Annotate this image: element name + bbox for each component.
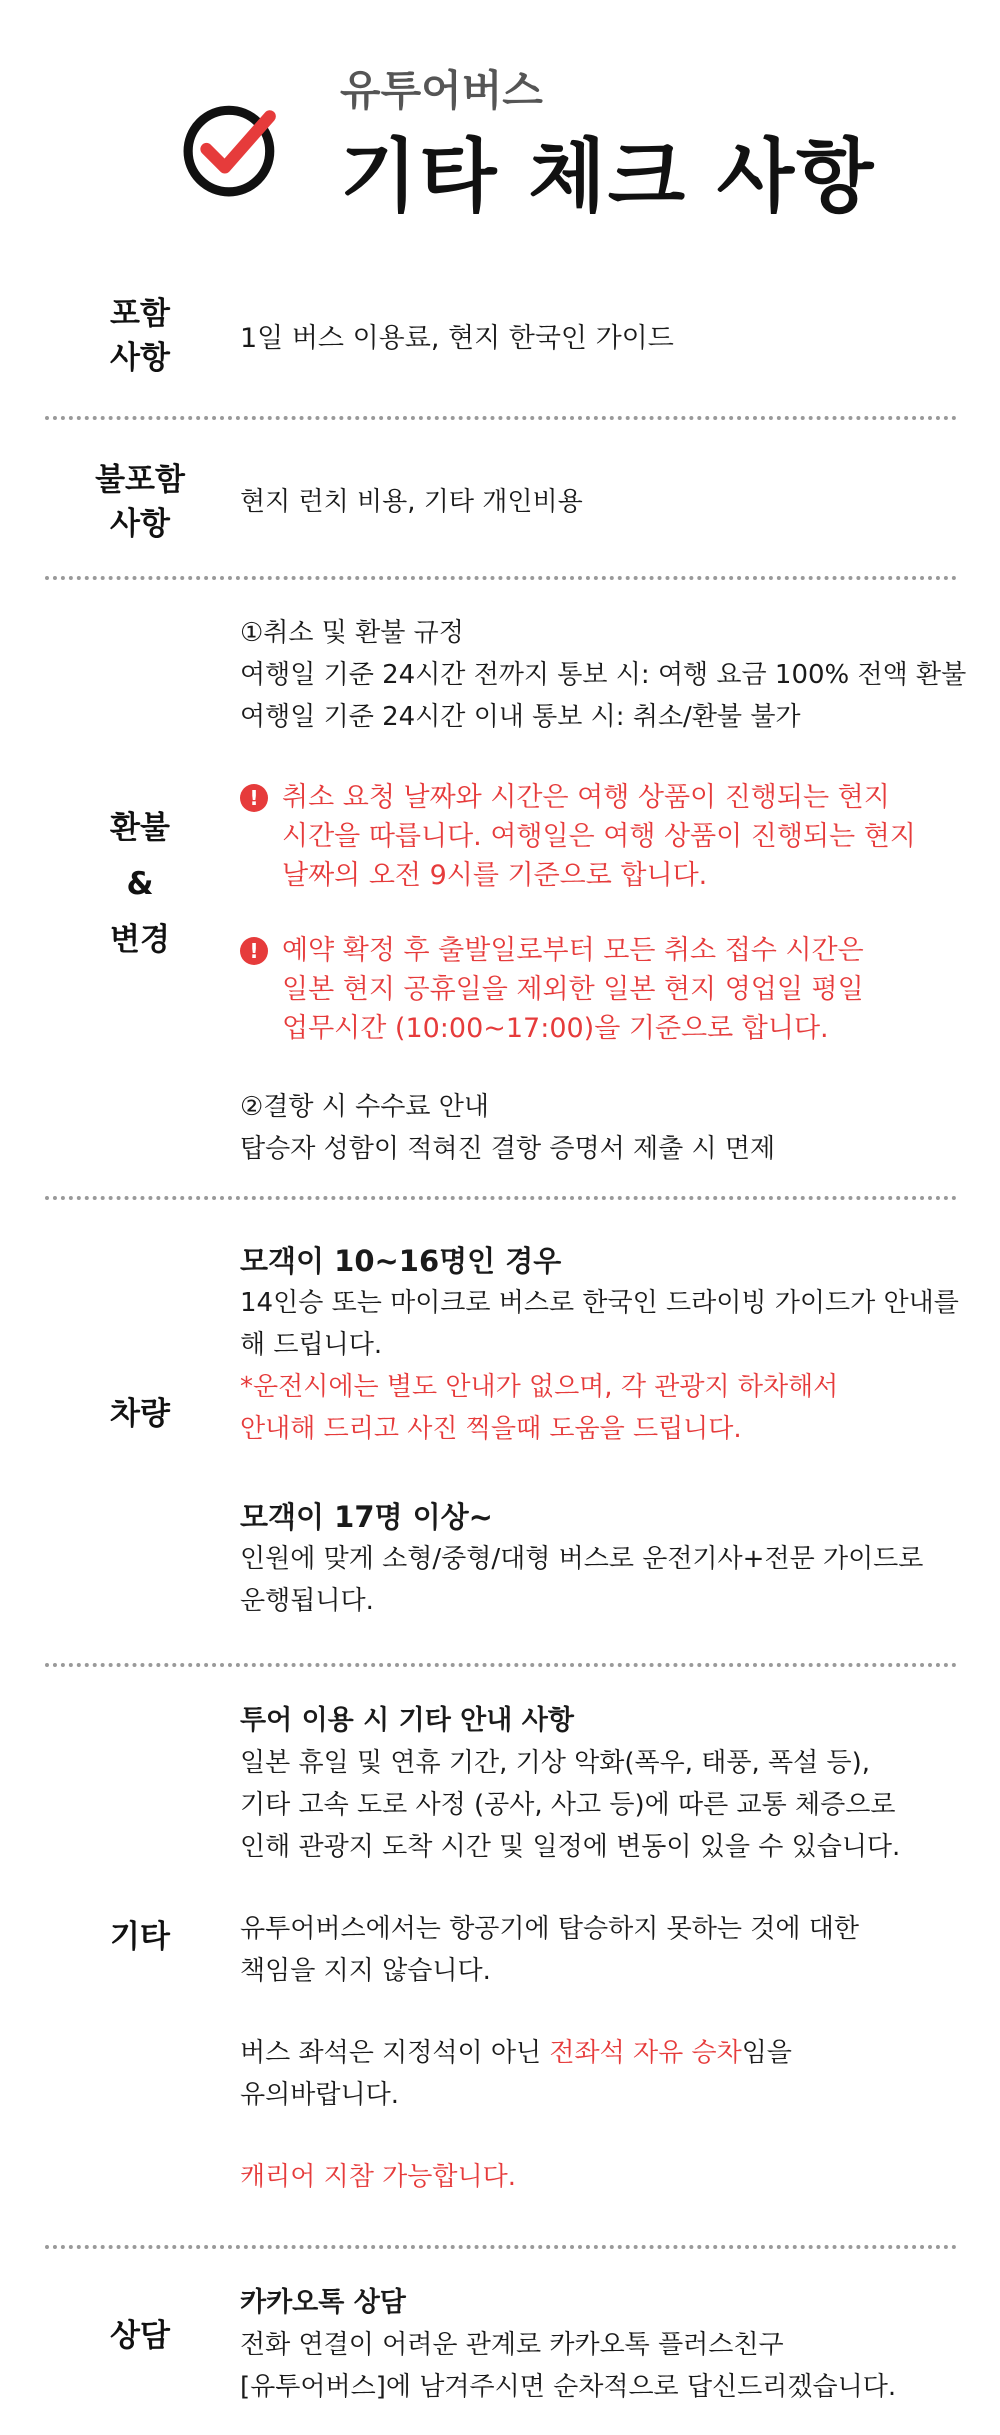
notice-line: 날짜의 오전 9시를 기준으로 합니다. (282, 860, 708, 891)
refund-rule-line: 여행일 기준 24시간 전까지 통보 시: 여행 요금 100% 전액 환불 (240, 660, 967, 690)
included-label (60, 292, 220, 380)
refund-label (60, 800, 220, 968)
etc-title: 투어 이용 시 기타 안내 사항 (240, 1705, 574, 1736)
consult-label: 상담 (110, 2318, 170, 2354)
etc-carrier: 캐리어 지참 가능합니다. (240, 2162, 516, 2192)
divider (45, 2245, 957, 2249)
refund-notice (240, 778, 970, 895)
included-text: 1일 버스 이용료, 현지 한국인 가이드 (240, 323, 674, 354)
refund-rule-title: ①취소 및 환불 규정 (240, 618, 464, 648)
notice-line: 취소 요청 날짜와 시간은 여행 상품이 진행되는 현지 (282, 782, 890, 813)
vehicle-large-line: 운행됩니다. (240, 1586, 374, 1616)
refund-fee-line: 탑승자 성함이 적혀진 결항 증명서 제출 시 면제 (240, 1134, 776, 1164)
etc-seat-line: 유의바랍니다. (240, 2080, 399, 2110)
vehicle-label: 차량 (110, 1396, 170, 1432)
refund-label-line: & (126, 866, 154, 902)
etc-line: 기타 고속 도로 사정 (공사, 사고 등)에 따른 교통 체증으로 (240, 1790, 896, 1820)
etc-label: 기타 (110, 1919, 170, 1955)
divider (45, 1663, 957, 1667)
header (0, 0, 1000, 260)
vehicle-large-line: 인원에 맞게 소형/중형/대형 버스로 운전기사+전문 가이드로 (240, 1544, 924, 1574)
vehicle-small-note: 안내해 드리고 사진 찍을때 도움을 드립니다. (240, 1414, 742, 1444)
divider (45, 576, 957, 580)
exclamation-icon: ! (240, 937, 268, 965)
page-title: 기타 체크 사항 (340, 130, 876, 223)
notice-line: 업무시간 (10:00~17:00)을 기준으로 합니다. (282, 1013, 829, 1044)
consult-content (240, 2282, 970, 2408)
vehicle-small-note: *운전시에는 별도 안내가 없으며, 각 관광지 하차해서 (240, 1372, 839, 1402)
refund-rule-line: 여행일 기준 24시간 이내 통보 시: 취소/환불 불가 (240, 702, 801, 732)
seat-prefix: 버스 좌석은 지정석이 아닌 (240, 2038, 550, 2068)
brand-name: 유투어버스 (340, 66, 543, 115)
etc-content (240, 1700, 970, 2198)
excluded-label-line: 불포함 (95, 462, 185, 498)
vehicle-small-line: 14인승 또는 마이크로 버스로 한국인 드라이빙 가이드가 안내를 (240, 1288, 959, 1318)
seat-highlight: 전좌석 자유 승차 (549, 2038, 742, 2068)
consult-line: 전화 연결이 어려운 관계로 카카오톡 플러스친구 (240, 2330, 784, 2360)
notice-line: 일본 현지 공휴일을 제외한 일본 현지 영업일 평일 (282, 974, 864, 1005)
excluded-text: 현지 런치 비용, 기타 개인비용 (240, 487, 583, 517)
exclamation-icon: ! (240, 784, 268, 812)
divider (45, 416, 957, 420)
refund-label-line: 환불 (110, 810, 170, 846)
etc-line: 일본 휴일 및 연휴 기간, 기상 악화(폭우, 태풍, 폭설 등), (240, 1748, 871, 1778)
notice-line: 예약 확정 후 출발일로부터 모든 취소 접수 시간은 (282, 935, 864, 966)
etc-seat-line (240, 2032, 970, 2074)
included-label-line: 사항 (110, 340, 170, 376)
vehicle-content (240, 1240, 970, 1622)
notice-line: 시간을 따릅니다. 여행일은 여행 상품이 진행되는 현지 (282, 821, 916, 852)
etc-flight-line: 유투어버스에서는 항공기에 탑승하지 못하는 것에 대한 (240, 1914, 859, 1944)
vehicle-large-title: 모객이 17명 이상~ (240, 1500, 493, 1534)
divider (45, 1196, 957, 1200)
vehicle-small-title: 모객이 10~16명인 경우 (240, 1244, 562, 1278)
check-circle-icon (182, 96, 284, 198)
vehicle-small-line: 해 드립니다. (240, 1330, 383, 1360)
refund-notice (240, 931, 970, 1048)
refund-fee-title: ②결항 시 수수료 안내 (240, 1092, 490, 1122)
refund-content (240, 612, 970, 1170)
included-label-line: 포함 (110, 296, 170, 332)
etc-line: 인해 관광지 도착 시간 및 일정에 변동이 있을 수 있습니다. (240, 1832, 901, 1862)
seat-suffix: 임을 (741, 2038, 792, 2068)
consult-line: [유투어버스]에 남겨주시면 순차적으로 답신드리겠습니다. (240, 2372, 897, 2402)
excluded-label-line: 사항 (110, 506, 170, 542)
consult-title: 카카오톡 상담 (240, 2287, 406, 2318)
excluded-label (60, 458, 220, 546)
etc-flight-line: 책임을 지지 않습니다. (240, 1956, 491, 1986)
refund-label-line: 변경 (110, 922, 170, 958)
